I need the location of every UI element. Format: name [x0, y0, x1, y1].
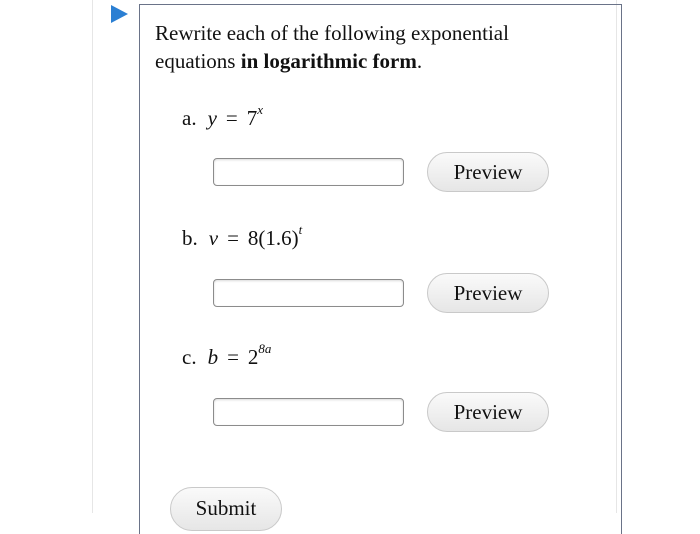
- equation-equals: =: [225, 106, 238, 130]
- answer-input-b[interactable]: [213, 279, 404, 307]
- instructions-line2-prefix: equations: [155, 49, 241, 73]
- equation-exponent: 8a: [258, 341, 272, 356]
- instructions-line2-suffix: .: [416, 49, 423, 73]
- equation-lhs: y: [207, 106, 217, 130]
- preview-button-b[interactable]: Preview: [427, 273, 549, 313]
- equation-base: 7: [246, 106, 258, 130]
- problem-c-label: [182, 339, 271, 370]
- equation-equals: =: [227, 226, 239, 250]
- problem-letter: a.: [182, 106, 197, 130]
- preview-button-c[interactable]: Preview: [427, 392, 549, 432]
- answer-input-a[interactable]: [213, 158, 404, 186]
- problem-letter: b.: [182, 226, 198, 250]
- answer-input-c[interactable]: [213, 398, 404, 426]
- problem-letter: c.: [182, 345, 197, 369]
- page-rail-left: [92, 0, 93, 513]
- equation-exponent: t: [298, 222, 303, 237]
- equation-base: 2: [247, 345, 259, 369]
- equation-base: 8(1.6): [247, 226, 299, 250]
- equation-lhs: v: [208, 226, 219, 250]
- instructions: [155, 19, 595, 75]
- equation-exponent: x: [257, 102, 264, 117]
- problem-a-label: [182, 100, 263, 131]
- instructions-line1: Rewrite each of the following exponential: [155, 21, 509, 45]
- play-triangle-icon: [111, 5, 128, 23]
- problem-card: [139, 4, 622, 534]
- submit-button[interactable]: Submit: [170, 487, 282, 531]
- preview-button-a[interactable]: Preview: [427, 152, 549, 192]
- problem-b-label: [182, 220, 302, 251]
- equation-equals: =: [227, 345, 239, 369]
- equation-lhs: b: [207, 345, 219, 369]
- instructions-bold: in logarithmic form: [240, 49, 417, 73]
